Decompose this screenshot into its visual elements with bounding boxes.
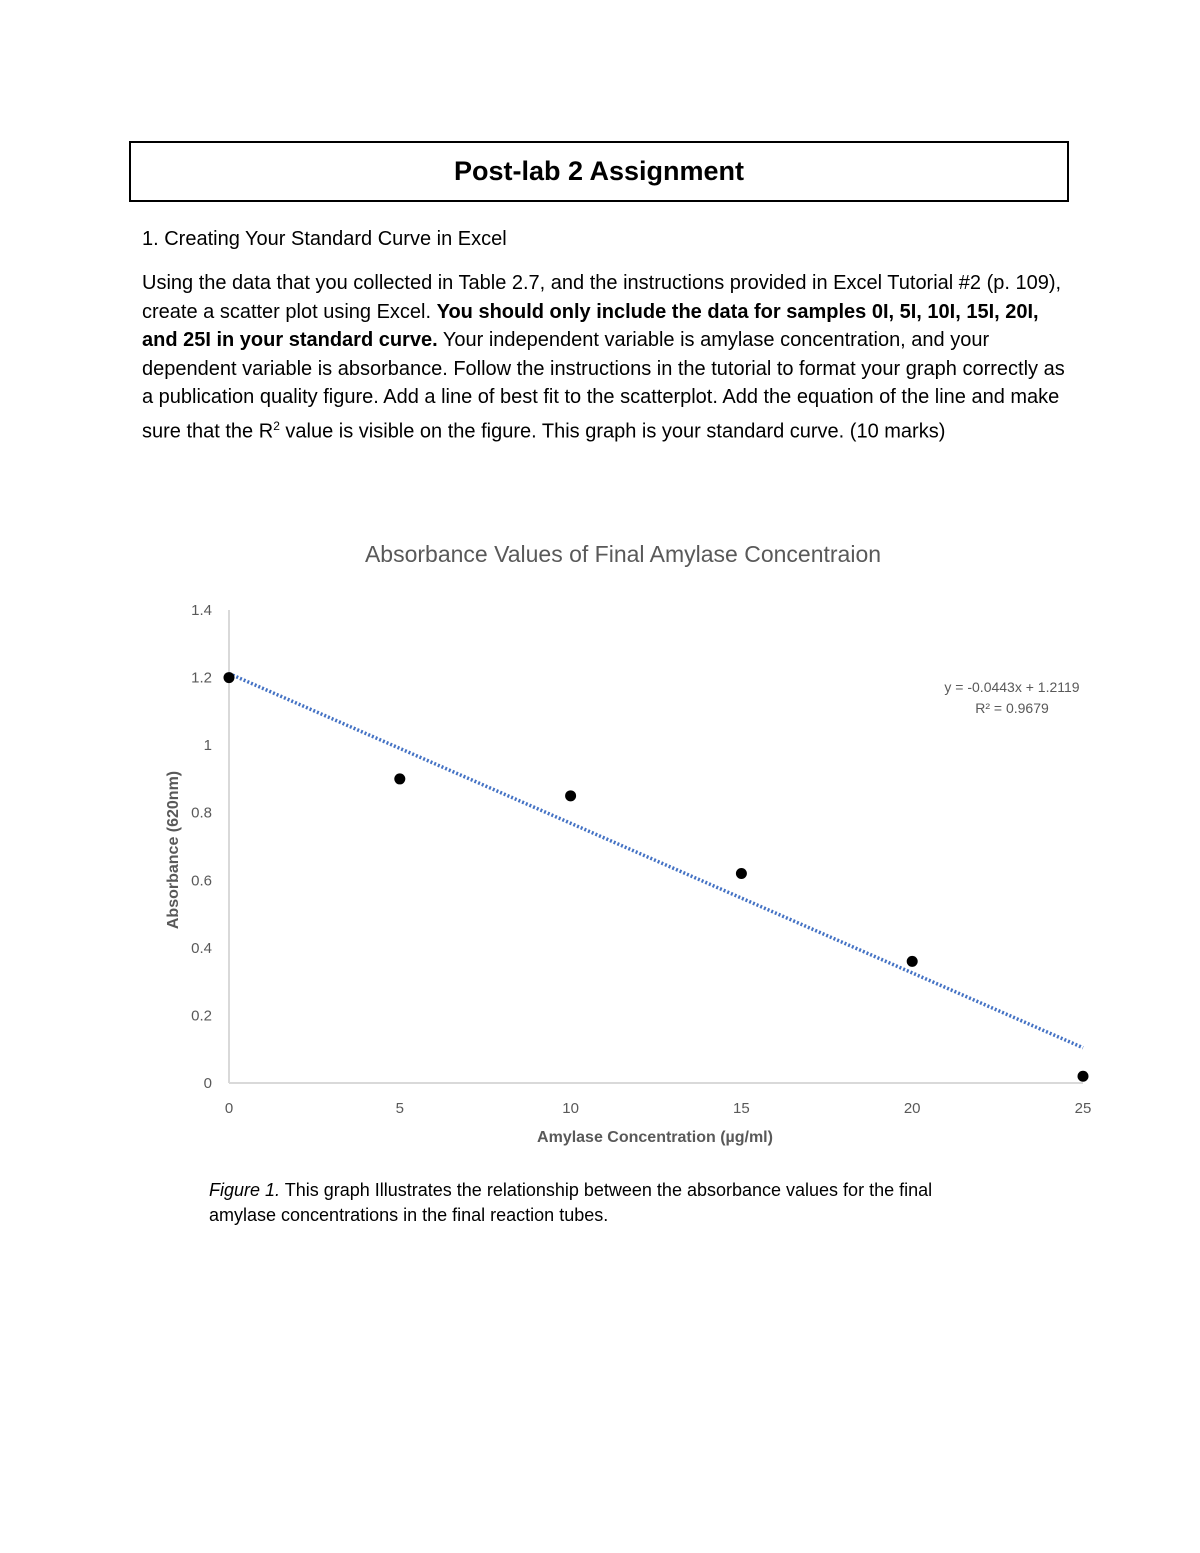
figure-caption bbox=[209, 1178, 989, 1228]
x-tick-label: 25 bbox=[1074, 1100, 1092, 1117]
y-tick-label: 0.8 bbox=[191, 804, 212, 822]
chart-trendline-group bbox=[229, 674, 1083, 1048]
chart-points bbox=[224, 672, 1089, 1082]
chart-container bbox=[0, 520, 1200, 1160]
title-box bbox=[129, 141, 1069, 202]
y-tick-label: 0.4 bbox=[191, 939, 212, 957]
trendline bbox=[229, 674, 1083, 1048]
y-tick-label: 1.2 bbox=[191, 669, 212, 687]
y-tick-label: 0.2 bbox=[191, 1007, 212, 1025]
x-tick-label: 20 bbox=[903, 1100, 921, 1117]
question-text-part-4: value is visible on the figure. This graph is your standard curve. (10 marks) bbox=[279, 420, 946, 443]
x-axis-label: Amylase Concentration (µg/ml) bbox=[537, 1129, 773, 1146]
question-text-part-1: Using the data that you collected in Table 2.7, and the instructions provided in Excel Tutorial #2 (p. 109), create a scatter plot using Excel. bbox=[142, 272, 1062, 323]
caption-text: This graph Illustrates the relationship between the absorbance values for the final amylase concentrations in the final reaction tubes. bbox=[209, 1180, 933, 1225]
y-axis-label: Absorbance (620nm) bbox=[165, 770, 182, 930]
y-tick-label: 0 bbox=[203, 1075, 212, 1092]
data-point bbox=[736, 868, 747, 879]
data-point bbox=[907, 956, 918, 967]
superscript-2: 2 bbox=[273, 418, 280, 433]
question-text-bold: You should only include the data for samples 0I, 5I, 10I, 15I, 20I, and 25I in your standard curve. bbox=[142, 300, 1039, 352]
trendline-r-squared: R² = 0.9679 bbox=[975, 700, 1049, 716]
scatter-chart bbox=[0, 520, 1200, 1160]
y-tick-label: 1.4 bbox=[191, 602, 212, 619]
data-point bbox=[224, 672, 235, 683]
question-text-part-3: Your independent variable is amylase concentration, and your dependent variable is absorbance. Follow the instructions in the tutorial to format your graph correctly as a publication quality figure. Add a line of best fit to the scatterplot. Add the equation of the line and make sure that the R bbox=[142, 329, 1065, 443]
y-tick-label: 1 bbox=[203, 737, 212, 755]
question-text bbox=[142, 269, 1067, 446]
question-heading: 1. Creating Your Standard Curve in Excel bbox=[142, 228, 507, 250]
trendline-equation: y = -0.0443x + 1.2119 bbox=[944, 679, 1080, 695]
x-tick-label: 5 bbox=[395, 1100, 404, 1117]
y-tick-label: 0.6 bbox=[191, 872, 212, 890]
chart-title: Absorbance Values of Final Amylase Concentraion bbox=[364, 541, 882, 567]
data-point bbox=[565, 790, 576, 801]
x-tick-label: 15 bbox=[733, 1100, 750, 1117]
caption-label: Figure 1. bbox=[209, 1180, 281, 1200]
page-title: Post-lab 2 Assignment bbox=[453, 156, 745, 186]
x-tick-label: 0 bbox=[224, 1100, 234, 1117]
x-tick-label: 10 bbox=[562, 1100, 579, 1117]
data-point bbox=[394, 773, 405, 784]
data-point bbox=[1078, 1071, 1089, 1082]
